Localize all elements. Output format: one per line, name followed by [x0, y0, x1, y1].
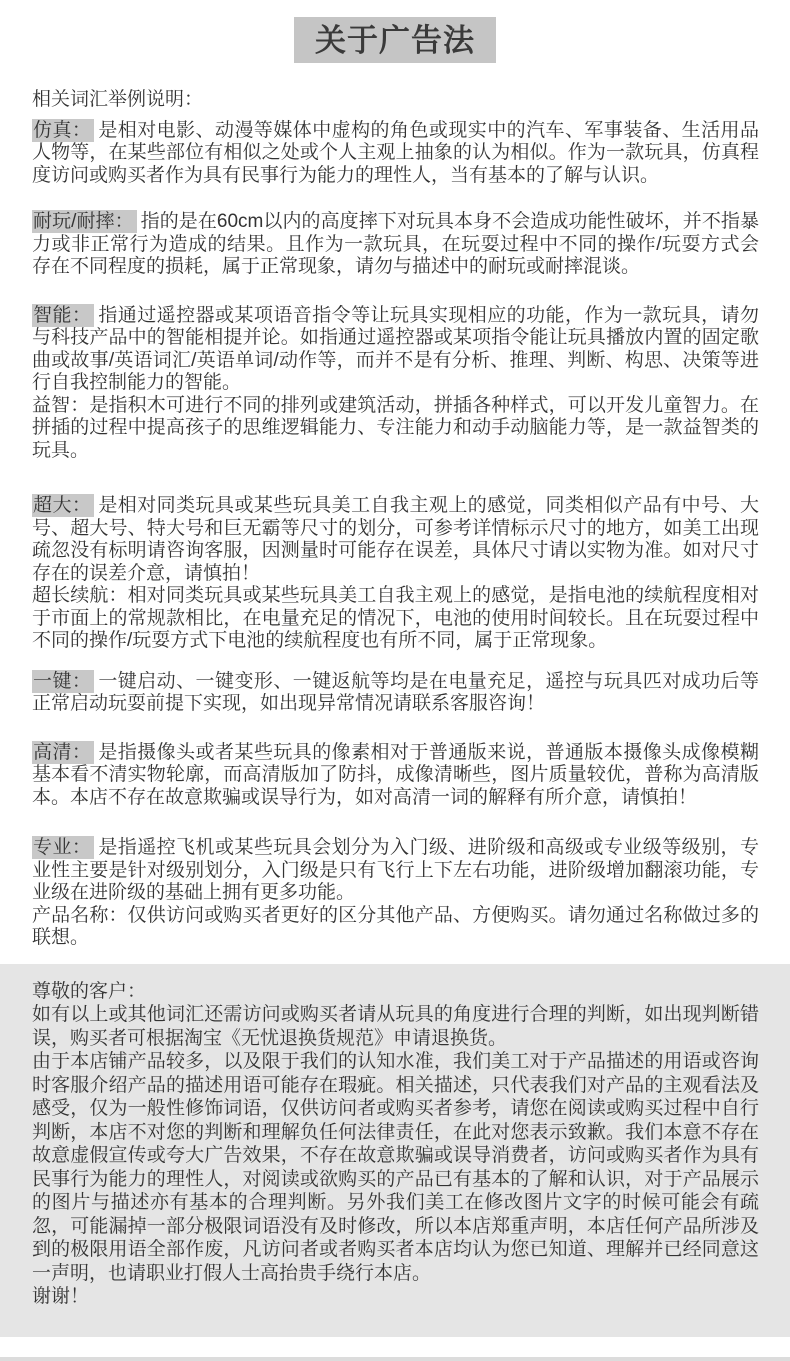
- notice-thanks: 谢谢！: [32, 1286, 90, 1307]
- customer-notice-section: [0, 964, 790, 1337]
- term-text: 指的是在60cm以内的高度摔下对玩具本身不会造成功能性破坏，并不指暴力或非正常行为造成的结果。且作为一款玩具，在玩耍过程中不同的操作/玩耍方式会存在不同程度的损耗，属于正常现象，请勿与描述中的耐玩或耐摔混谈。: [32, 211, 759, 277]
- notice-paragraph: 由于本店铺产品较多，以及限于我们的认知水准，我们美工对于产品描述的用语或咨询时客服介绍产品的描述用语可能存在瑕疵。相关描述，只代表我们对产品的主观看法及感受，仅为一般性修饰词语，仅供访问者或购买者参考，请您在阅读或购买过程中自行判断，本店不对您的判断和理解负任何法律责任，在此对您表示致歉。我们本意不存在故意虚假宣传或夸大广告效果，不存在故意欺骗或误导消费者，访问或购买者作为具有民事行为能力的理性人，对阅读或欲购买的产品已有基本的了解和认识，对于产品展示的图片与描述亦有基本的合理判断。另外我们美工在修改图片文字的时候可能会有疏忽，可能漏掉一部分极限词语没有及时修改，所以本店郑重声明，本店任何产品所涉及到的极限用语全部作废，凡访问者或者购买者本店均认为您已知道、理解并已经同意这一声明，也请职业打假人士高抬贵手绕行本店。: [32, 1051, 759, 1284]
- term-paragraph: [32, 120, 759, 188]
- term-text: 指通过遥控器或某项语音指令等让玩具实现相应的功能，作为一款玩具，请勿与科技产品中的智能相提并论。如指通过遥控器或某项指令能让玩具播放内置的固定歌曲或故事/英语词汇/英语单词/动作等，而并不是有分析、推理、判断、构思、决策等进行自我控制能力的智能。: [32, 304, 759, 393]
- page-title: 关于广告法: [294, 17, 496, 63]
- term-block-fangzhen: [32, 120, 759, 188]
- term-block-gaoqing: [32, 742, 759, 810]
- term-paragraph: [32, 585, 759, 653]
- notice-heading: 尊敬的客户：: [32, 980, 147, 1002]
- term-text: 是指摄像头或者某些玩具的像素相对于普通版来说，普通版本摄像头成像模糊基本看不清实物轮廓，而高清版加了防抖，成像清晰些，图片质量较优，普称为高清版本。本店不存在故意欺骗或误导行为，如对高清一词的解释有所介意，请慎拍！: [32, 741, 759, 808]
- term-paragraph: [32, 837, 759, 905]
- intro-line: 相关词汇举例说明：: [32, 89, 204, 110]
- term-block-naiwan: [32, 211, 759, 279]
- term-text: 一键启动、一键变形、一键返航等均是在电量充足，遥控与玩具匹对成功后等正常启动玩耍前提下实现，如出现异常情况请联系客服咨询！: [32, 670, 759, 714]
- term-text: 是指遥控飞机或某些玩具会划分为入门级、进阶级和高级或专业级等级别，专业性主要是针对级别划分，入门级是只有飞行上下左右功能，进阶级增加翻滚功能，专业级在进阶级的基础上拥有更多功能。: [32, 837, 759, 903]
- term-text: 仅供访问或购买者更好的区分其他产品、方便购买。请勿通过名称做过多的联想。: [32, 904, 759, 948]
- term-paragraph: [32, 742, 759, 810]
- term-text: 是相对同类玩具或某些玩具美工自我主观上的感觉，同类相似产品有中号、大号、超大号、特大号和巨无霸等尺寸的划分，可参考详情标示尺寸的地方，如美工出现疏忽没有标明请咨询客服，因测量时可能存在误差，具体尺寸请以实物为准。如对尺寸存在的误差介意，请慎拍！: [32, 495, 759, 584]
- term-paragraph: [32, 671, 759, 716]
- term-block-yijian: [32, 671, 759, 716]
- bottom-edge-divider: [0, 1357, 790, 1361]
- term-label: 超长续航：: [32, 585, 128, 606]
- term-label: 益智：: [32, 394, 90, 416]
- term-block-zhineng-yizhi: [32, 305, 759, 463]
- term-text: 是相对电影、动漫等媒体中虚构的角色或现实中的汽车、军事装备、生活用品人物等，在某些部位有相似之处或个人主观上抽象的认为相似。作为一款玩具，仿真程度访问或购买者作为具有民事行为能力的理性人，当有基本的了解与认识。: [32, 119, 759, 186]
- term-label: 高清：: [32, 741, 94, 764]
- term-paragraph: [32, 905, 759, 950]
- term-text: 是指积木可进行不同的排列或建筑活动，拼插各种样式，可以开发儿童智力。在拼插的过程中提高孩子的思维逻辑能力、专注能力和动手动脑能力等，是一款益智类的玩具。: [32, 394, 759, 461]
- term-label: 专业：: [32, 836, 94, 859]
- term-text: 相对同类玩具或某些玩具美工自我主观上的感觉，是指电池的续航程度相对于市面上的常规款相比，在电量充足的情况下，电池的使用时间较长。且在玩耍过程中不同的操作/玩耍方式下电池的续航程度也有所不同，属于正常现象。: [32, 585, 759, 651]
- term-paragraph: [32, 495, 759, 585]
- terms-content: [0, 89, 790, 950]
- term-label: 产品名称：: [32, 904, 128, 926]
- term-label: 仿真：: [32, 119, 94, 142]
- term-paragraph: [32, 305, 759, 395]
- term-label: 一键：: [32, 670, 94, 693]
- term-paragraph: [32, 211, 759, 279]
- term-label: 超大：: [32, 494, 94, 517]
- term-block-chaoda-xuhang: [32, 495, 759, 653]
- term-paragraph: [32, 395, 759, 463]
- term-block-zhuanye-mingcheng: [32, 837, 759, 950]
- term-label: 智能：: [32, 304, 94, 327]
- notice-paragraph: 如有以上或其他词汇还需访问或购买者请从玩具的角度进行合理的判断，如出现判断错误，购买者可根据淘宝《无忧退换货规范》申请退换货。: [32, 1004, 759, 1049]
- term-label: 耐玩/耐摔：: [32, 210, 137, 233]
